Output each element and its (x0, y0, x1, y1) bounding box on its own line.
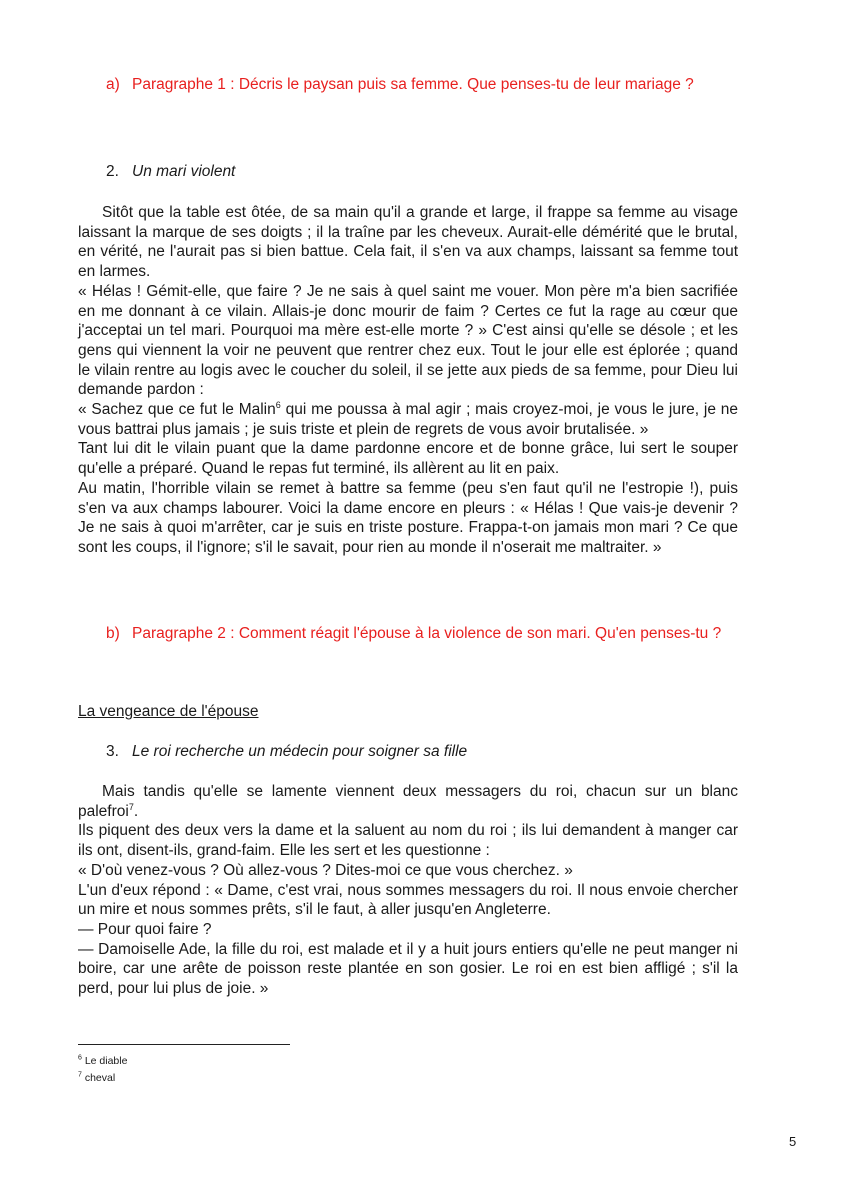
passage-3-paragraph-6: — Damoiselle Ade, la fille du roi, est malade et il y a huit jours entiers qu'elle ne peut manger ni boire, car une arête de poisson reste plantée en son gosier. Le roi en est bien affligé ; s'il la perd, pour lui plus de joie. » (78, 940, 738, 998)
passage-3-p1-before: Mais tandis qu'elle se lamente viennent deux messagers du roi, chacun sur un blanc palefroi (78, 783, 738, 820)
passage-2-paragraph-5: Au matin, l'horrible vilain se remet à battre sa femme (peu s'en faut qu'il ne l'estropie !), puis s'en va aux champs labourer. Voici la dame encore en pleurs : « Hélas ! Que vais-je devenir ? Je ne sais à quoi m'arrêter, car je suis en triste posture. Frappa-t-on jamais mon mari ? Ce que sont les coups, il l'ignore; s'il le savait, pour rien au monde il n'oserait me maltraiter. » (78, 479, 738, 556)
footnote-6-text: Le diable (84, 1055, 128, 1067)
footnote-ref-6: 6 (275, 399, 281, 410)
passage-2-p3-after: qui me poussa à mal agir ; mais croyez-moi, je vous le jure, je ne vous battrai plus jamais ; je suis triste et plein de regrets de vous avoir brutalisée. » (78, 401, 738, 438)
passage-3-paragraph-1 (78, 782, 738, 821)
passage-2-paragraph-4: Tant lui dit le vilain puant que la dame pardonne encore et de bonne grâce, lui sert le souper qu'elle a préparé. Quand le repas fut terminé, ils allèrent au lit en paix. (78, 440, 738, 478)
passage-3 (78, 782, 738, 999)
passage-3-p1-after: . (133, 802, 139, 820)
footnote-7-text: cheval (84, 1072, 116, 1084)
section-title: La vengeance de l'épouse (78, 703, 259, 720)
heading-3-title: Le roi recherche un médecin pour soigner sa fille (132, 743, 468, 760)
question-b (106, 622, 746, 645)
passage-3-paragraph-2: Ils piquent des deux vers la dame et la saluent au nom du roi ; ils lui demandent à manger car ils ont, disent-ils, grand-faim. Elle les sert et les questionne : (78, 822, 738, 860)
footnote-6-mark: 6 (78, 1054, 82, 1062)
heading-2 (106, 160, 235, 183)
passage-2 (78, 203, 738, 558)
footnote-7 (78, 1071, 115, 1085)
footnote-ref-7: 7 (128, 801, 134, 812)
question-b-label: b) (106, 625, 120, 642)
question-a-text: Paragraphe 1 : Décris le paysan puis sa femme. Que penses-tu de leur mariage ? (132, 76, 694, 93)
question-b-text: Paragraphe 2 : Comment réagit l'épouse à la violence de son mari. Qu'en penses-tu ? (132, 625, 722, 642)
footnote-6 (78, 1054, 127, 1068)
passage-2-paragraph-1: Sitôt que la table est ôtée, de sa main qu'il a grande et large, il frappe sa femme au visage laissant la marque de ses doigts ; il la traîne par les cheveux. Aurait-elle démérité que le brutal, en vérité, ne l'aurait pas si bien battue. Cela fait, il s'en va aux champs, laissant sa femme tout en larmes. (78, 204, 738, 281)
heading-3 (106, 740, 467, 763)
heading-3-number: 3. (106, 743, 119, 760)
heading-2-number: 2. (106, 163, 119, 180)
heading-2-title: Un mari violent (132, 163, 236, 180)
passage-3-paragraph-5: — Pour quoi faire ? (78, 920, 212, 938)
question-a-label: a) (106, 76, 120, 93)
footnote-divider (78, 1044, 290, 1045)
page-number: 5 (789, 1134, 797, 1149)
passage-2-paragraph-3 (78, 400, 738, 439)
passage-3-paragraph-4: L'un d'eux répond : « Dame, c'est vrai, nous sommes messagers du roi. Il nous envoie chercher un mire et nous sommes prêts, s'il le faut, à aller jusqu'en Angleterre. (78, 881, 738, 919)
passage-2-p3-before: « Sachez que ce fut le Malin (78, 401, 276, 419)
passage-3-paragraph-3: « D'où venez-vous ? Où allez-vous ? Dites-moi ce que vous cherchez. » (78, 861, 573, 879)
footnote-7-mark: 7 (78, 1071, 82, 1079)
passage-2-paragraph-2: « Hélas ! Gémit-elle, que faire ? Je ne sais à quel saint me vouer. Mon père m'a bien sacrifiée en me donnant à ce vilain. Allais-je donc mourir de faim ? Certes ce fut la rage au cœur que j'acceptai un tel mari. Pourquoi ma mère est-elle morte ? » C'est ainsi qu'elle se désole ; et les gens qui viennent la voir ne peuvent que rentrer chez eux. Tout le jour elle est éplorée ; quand le vilain rentre au logis avec le coucher du soleil, il se jette aux pieds de sa femme, pour Dieu lui demande pardon : (78, 282, 738, 399)
question-a (106, 73, 746, 96)
